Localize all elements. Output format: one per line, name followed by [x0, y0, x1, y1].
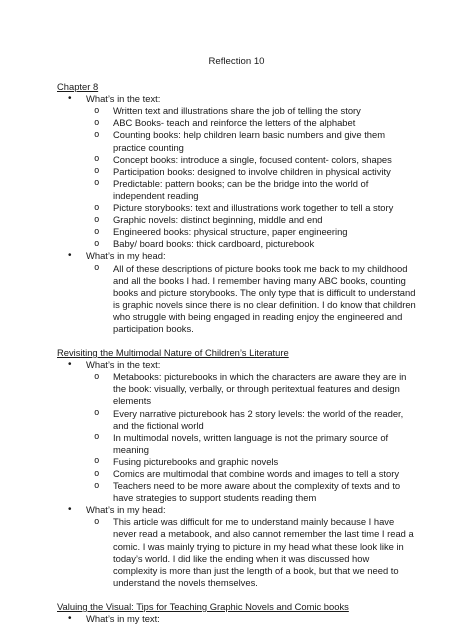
sub-bullet-list [86, 516, 416, 589]
bullet-item [57, 504, 416, 589]
sub-bullet-list [86, 105, 416, 250]
sub-bullet-item: o In multimodal novels, written language is not the primary source of meaning [86, 432, 416, 456]
sub-bullet-item: o All of these descriptions of picture books took me back to my childhood and all the books I had. I remember having many ABC books, counting books and picture storybooks. The only type that is difficult to understand is graphic novels since there is no clear definition. I do know that children who struggle with being engaged in reading enjoy the engineered and participation books. [86, 263, 416, 336]
sub-bullet-item: o Picture storybooks: text and illustrations work together to tell a story [86, 202, 416, 214]
sub-bullet-item: o Baby/ board books: thick cardboard, picturebook [86, 238, 416, 250]
section-heading: Valuing the Visual: Tips for Teaching Graphic Novels and Comic books [57, 600, 349, 612]
bullet-item [57, 93, 416, 250]
sub-bullet-item: o Teachers need to be more aware about the complexity of texts and to have strategies to support students reading them [86, 480, 416, 504]
page-title: Reflection 10 [208, 56, 265, 67]
bullet-label: What’s in the text: [86, 93, 161, 105]
bullet-list [57, 613, 416, 625]
document-body [57, 81, 416, 625]
sub-bullet-item: o Comics are multimodal that combine words and images to tell a story [86, 468, 416, 480]
sub-bullet-item: o Engineered books: physical structure, paper engineering [86, 226, 416, 238]
section-heading: Chapter 8 [57, 81, 99, 93]
sub-bullet-item: o Every narrative picturebook has 2 story levels: the world of the reader, and the fictional world [86, 408, 416, 432]
sub-bullet-list [86, 371, 416, 504]
sub-bullet-item: o Metabooks: picturebooks in which the characters are aware they are in the book: visually, verbally, or through peritextual features and design elements [86, 371, 416, 407]
sub-bullet-item: o Counting books: help children learn basic numbers and give them practice counting [86, 129, 416, 153]
bullet-label: What’s in my text: [86, 613, 160, 625]
section-spacer [57, 589, 416, 601]
sub-bullet-item: o Concept books: introduce a single, focused content- colors, shapes [86, 154, 416, 166]
bullet-list [57, 359, 416, 589]
bullet-item [57, 359, 416, 504]
bullet-item [57, 613, 416, 625]
bullet-item [57, 250, 416, 335]
sub-bullet-item: o ABC Books- teach and reinforce the letters of the alphabet [86, 117, 416, 129]
bullet-label: What’s in my head: [86, 250, 166, 262]
bullet-list [57, 93, 416, 335]
bullet-label: What’s in the text: [86, 359, 161, 371]
sub-bullet-item: o Fusing picturebooks and graphic novels [86, 456, 416, 468]
sub-bullet-item: o Written text and illustrations share the job of telling the story [86, 105, 416, 117]
sub-bullet-list [86, 263, 416, 336]
section-heading: Revisiting the Multimodal Nature of Children’s Literature [57, 347, 289, 359]
section-spacer [57, 335, 416, 347]
sub-bullet-item: o Predictable: pattern books; can be the bridge into the world of independent reading [86, 178, 416, 202]
bullet-label: What’s in my head: [86, 504, 166, 516]
sub-bullet-item: o This article was difficult for me to understand mainly because I have never read a metabook, and also cannot remember the last time I read a comic. I was mainly trying to picture in my head what these look like in today’s world. I did like the ending when it was discussed how complexity is more than just the length of a book, but that we need to understand the novels themselves. [86, 516, 416, 589]
sub-bullet-item: o Graphic novels: distinct beginning, middle and end [86, 214, 416, 226]
sub-bullet-item: o Participation books: designed to involve children in physical activity [86, 166, 416, 178]
